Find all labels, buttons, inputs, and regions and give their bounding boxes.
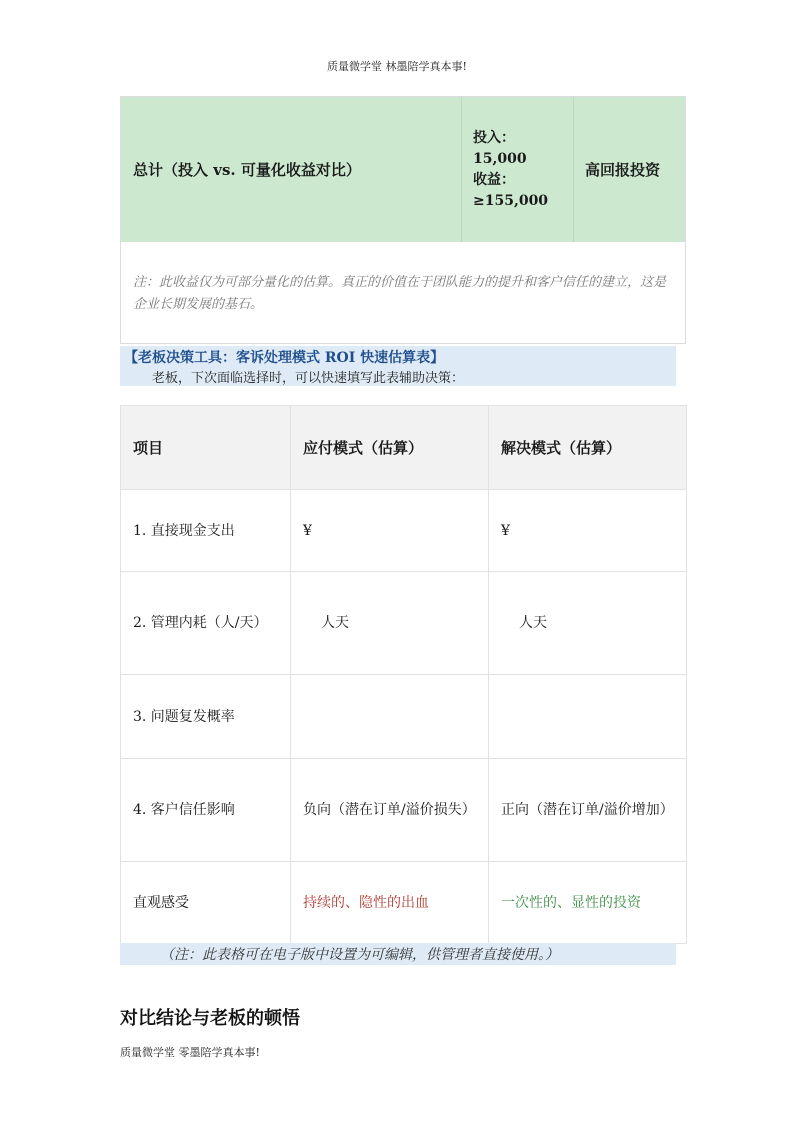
page-header: 质量微学堂 林墨陪学真本事! xyxy=(327,60,467,73)
summary-verdict: 高回报投资 xyxy=(585,161,661,179)
table-row xyxy=(121,675,687,759)
row-item: 3. 问题复发概率 xyxy=(121,675,291,759)
row-solve: ¥ xyxy=(489,490,687,572)
header-item: 项目 xyxy=(121,406,291,490)
section-heading: 对比结论与老板的顿悟 xyxy=(120,1008,300,1029)
final-cope: 持续的、隐性的出血 xyxy=(291,862,489,944)
tool-title: 【老板决策工具：客诉处理模式 ROI 快速估算表】 xyxy=(124,350,445,366)
page-footer: 质量微学堂 零墨陪学真本事! xyxy=(120,1046,260,1059)
return-label: 收益： xyxy=(473,171,515,188)
row-cope xyxy=(291,675,489,759)
roi-table xyxy=(120,405,687,944)
row-cope: 人天 xyxy=(291,572,489,675)
header-cope: 应付模式（估算） xyxy=(291,406,489,490)
row-solve: 人天 xyxy=(489,572,687,675)
table-final-row xyxy=(121,862,687,944)
row-item: 2. 管理内耗（人/天） xyxy=(121,572,291,675)
final-item: 直观感受 xyxy=(121,862,291,944)
row-cope: 负向（潜在订单/溢价损失） xyxy=(291,759,489,862)
row-solve: 正向（潜在订单/溢价增加） xyxy=(489,759,687,862)
summary-row xyxy=(121,97,685,242)
row-solve xyxy=(489,675,687,759)
table-row xyxy=(121,490,687,572)
summary-note: 注：此收益仅为可部分量化的估算。真正的价值在于团队能力的提升和客户信任的建立，这是企业长期发展的基石。 xyxy=(121,242,685,343)
table-note: （注：此表格可在电子版中设置为可编辑，供管理者直接使用。） xyxy=(160,947,559,963)
summary-figures xyxy=(461,97,573,242)
row-item: 4. 客户信任影响 xyxy=(121,759,291,862)
summary-label: 总计（投入 vs. 可量化收益对比） xyxy=(133,161,361,179)
tool-subtitle: 老板，下次面临选择时，可以快速填写此表辅助决策： xyxy=(152,371,465,386)
table-row xyxy=(121,572,687,675)
investment-label: 投入： xyxy=(473,129,515,146)
header-solve: 解决模式（估算） xyxy=(489,406,687,490)
table-header-row xyxy=(121,406,687,490)
row-item: 1. 直接现金支出 xyxy=(121,490,291,572)
table-row xyxy=(121,759,687,862)
summary-table xyxy=(120,96,686,344)
investment-value: 15,000 xyxy=(473,150,527,167)
final-solve: 一次性的、显性的投资 xyxy=(489,862,687,944)
return-value: ≥155,000 xyxy=(473,192,549,209)
row-cope: ¥ xyxy=(291,490,489,572)
